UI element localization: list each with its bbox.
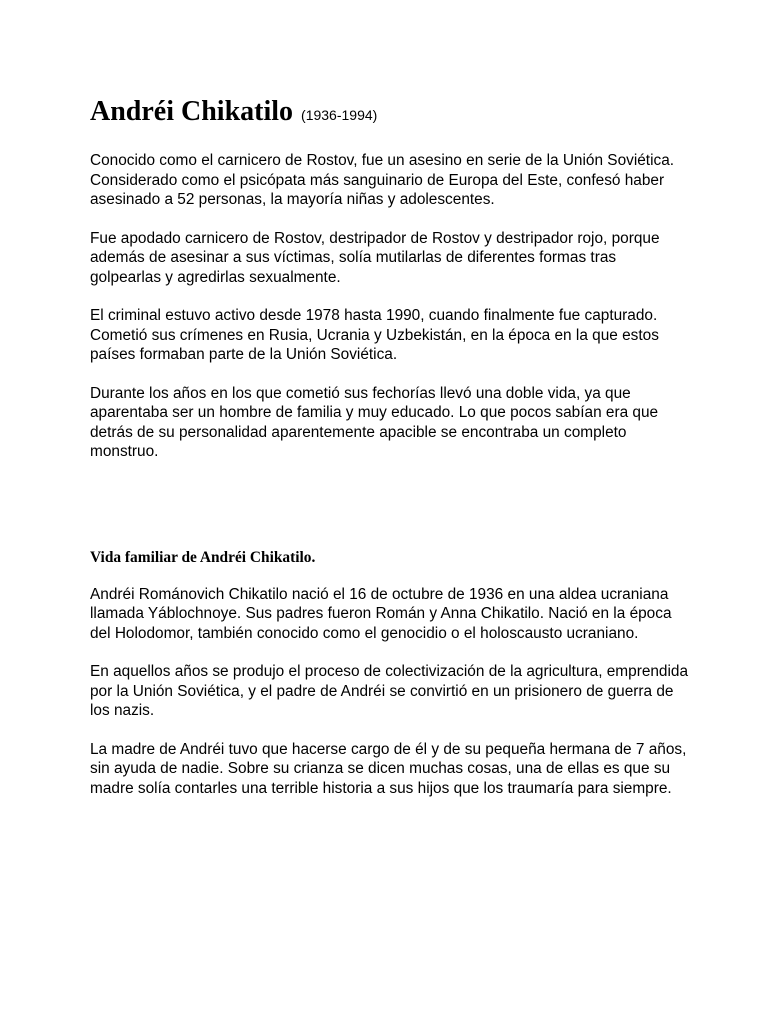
intro-paragraph: Fue apodado carnicero de Rostov, destripador de Rostov y destripador rojo, porque además de asesinar a sus víctimas, solía mutilarlas de diferentes formas tras golpearlas y agredirlas sexualmente.	[90, 229, 660, 286]
section-heading: Vida familiar de Andréi Chikatilo.	[90, 548, 316, 566]
intro-paragraph: Durante los años en los que cometió sus fechorías llevó una doble vida, ya que aparentaba ser un hombre de familia y muy educado. Lo que pocos sabían era que detrás de su personalidad aparentemente apacible se encontraba un completo monstruo.	[90, 384, 659, 460]
section-paragraph: La madre de Andréi tuvo que hacerse cargo de él y de su pequeña hermana de 7 años, sin ayuda de nadie. Sobre su crianza se dicen muchas cosas, una de ellas es que su madre solía contarles una terrible historia a sus hijos que los traumaría para siempre.	[90, 740, 687, 797]
document-page	[90, 94, 690, 817]
intro-paragraph: El criminal estuvo activo desde 1978 hasta 1990, cuando finalmente fue capturado. Cometió sus crímenes en Rusia, Ucrania y Uzbekistán, en la época en la que estos países formaban parte de la Unión Soviética.	[90, 307, 659, 363]
document-title: Andréi Chikatilo	[90, 96, 294, 127]
section-paragraph: Andréi Románovich Chikatilo nació el 16 de octubre de 1936 en una aldea ucraniana llamada Yáblochnoye. Sus padres fueron Román y Anna Chikatilo. Nació en la época del Holodomor, también conocido como el genocidio o el holoscausto ucraniano.	[90, 585, 672, 642]
title-line	[90, 94, 690, 134]
document-years: (1936-1994)	[301, 107, 378, 123]
intro-paragraph: Conocido como el carnicero de Rostov, fue un asesino en serie de la Unión Soviética. Considerado como el psicópata más sanguinario de Europa del Este, confesó haber asesinado a 52 personas, la mayoría niñas y adolescentes.	[90, 152, 675, 208]
section-paragraph: En aquellos años se produjo el proceso de colectivización de la agricultura, emprendida por la Unión Soviética, y el padre de Andréi se convirtió en un prisionero de guerra de los nazis.	[90, 663, 689, 719]
